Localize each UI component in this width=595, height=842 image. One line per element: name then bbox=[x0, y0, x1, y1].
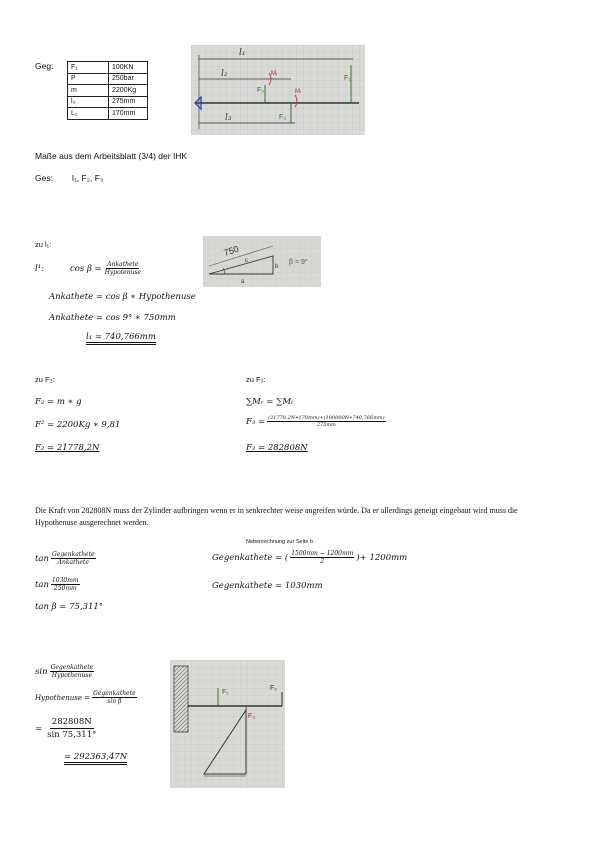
f2-result: F₂ = 21778,2N bbox=[35, 443, 100, 453]
f1-label: F₁ bbox=[344, 75, 351, 82]
sin-definition: sin $\frac{\text{Gegenkathete}}{\text{Hypothenuse}}$ bbox=[35, 664, 94, 679]
cylinder-angle-photo bbox=[203, 236, 321, 287]
explanation-paragraph: Die Kraft von 282808N muss der Zylinder aufbringen wenn er in senkrechter weise angreifen würde. Da er allerdings geneigt eingebaut wird muss die Hypothenuse ausgerechnet werden. bbox=[35, 506, 518, 527]
tan-result: tan β = 75,311° bbox=[35, 602, 104, 612]
hypothenuse-formula: Hypothenuse = $\frac{\text{Gegenkathete}}{\text{sin β}}$ bbox=[35, 690, 136, 705]
tan-definition: tan $\frac{\text{Gegenkathete}}{\text{Ankathete}}$ bbox=[35, 551, 95, 566]
beam-sketch-photo bbox=[191, 45, 365, 135]
tan-values: tan $\frac{1030mm}{250mm}$ bbox=[35, 577, 79, 592]
given-table bbox=[67, 61, 148, 120]
f2-label: F₂ bbox=[257, 87, 264, 94]
bottom-f3-label: F₃ bbox=[248, 713, 256, 720]
f3-line-1: ∑Mᵣ = ∑Mₗ bbox=[246, 397, 294, 407]
f2-heading: zu F₂: bbox=[35, 375, 55, 384]
side-b-label: b bbox=[275, 264, 279, 270]
mr-label: Mᵣ bbox=[271, 71, 278, 77]
side-note: Nebenrechnung zur Seite b bbox=[246, 539, 313, 545]
given-label: Geg: bbox=[35, 61, 54, 71]
table-row: F₁ 100KN bbox=[68, 62, 148, 74]
l1-lead: l¹: bbox=[35, 264, 44, 274]
l2-label: l₂ bbox=[221, 69, 228, 79]
f3-heading: zu F₃: bbox=[246, 375, 266, 384]
l1-label: l₁ bbox=[239, 48, 246, 58]
f3-result: F₃ = 282808N bbox=[246, 443, 308, 453]
bottom-f2-label: F₂ bbox=[270, 685, 277, 692]
source-note: Maße aus dem Arbeitsblatt (3/4) der IHK bbox=[35, 151, 188, 161]
ankathete-line-1: Ankathete = cos β ∗ Hypothenuse bbox=[49, 292, 196, 302]
f2-line-2: F² = 2200Kg ∗ 9,81 bbox=[35, 420, 121, 430]
hypothenuse-values: = $\frac{282808N}{\sin 75,311^\circ}$ bbox=[35, 717, 97, 740]
l1-heading: zu l₁: bbox=[35, 240, 52, 249]
l1-result: l₁ = 740,766mm bbox=[86, 332, 156, 345]
gegenkathete-formula: Gegenkathete = ( $\frac{1500mm - 1200mm}{2}$ )+ 1200mm bbox=[212, 550, 408, 565]
side-a-label: a bbox=[241, 279, 245, 285]
f2-line-1: F₂ = m ∗ g bbox=[35, 397, 82, 407]
cylinder-mount-photo bbox=[170, 660, 285, 788]
table-row: m 2200Kg bbox=[68, 85, 148, 97]
length-750-label: 750 bbox=[222, 243, 240, 258]
l3-label: l₃ bbox=[225, 113, 232, 123]
f3-label: F₃ bbox=[279, 114, 287, 121]
gegenkathete-result: Gegenkathete = 1030mm bbox=[212, 581, 323, 591]
hypothenuse-result: = 292363,47N bbox=[64, 752, 127, 765]
ankathete-line-2: Ankathete = cos 9° ∗ 750mm bbox=[49, 313, 176, 323]
ml-label: Mₗ bbox=[295, 89, 301, 95]
table-row: l₃ 275mm bbox=[68, 96, 148, 108]
table-row: P 250bar bbox=[68, 73, 148, 85]
wanted-label: Ges: bbox=[35, 173, 53, 183]
bottom-f1-label: F₁ bbox=[222, 689, 229, 696]
beta-label: β = 9° bbox=[289, 259, 308, 266]
wanted-items: l₁, F₂, F₃ bbox=[72, 173, 104, 183]
f3-formula: F₃ = $\frac{(21778,2N∗170mm)+(100000N∗740,766mm)}{275mm}$ bbox=[246, 415, 385, 428]
table-row: L₂ 170mm bbox=[68, 108, 148, 120]
side-c-label: c bbox=[245, 258, 248, 264]
cos-definition: cos β = $\frac{\text{Ankathete}}{\text{Hypotenuse}}$ bbox=[70, 261, 142, 276]
